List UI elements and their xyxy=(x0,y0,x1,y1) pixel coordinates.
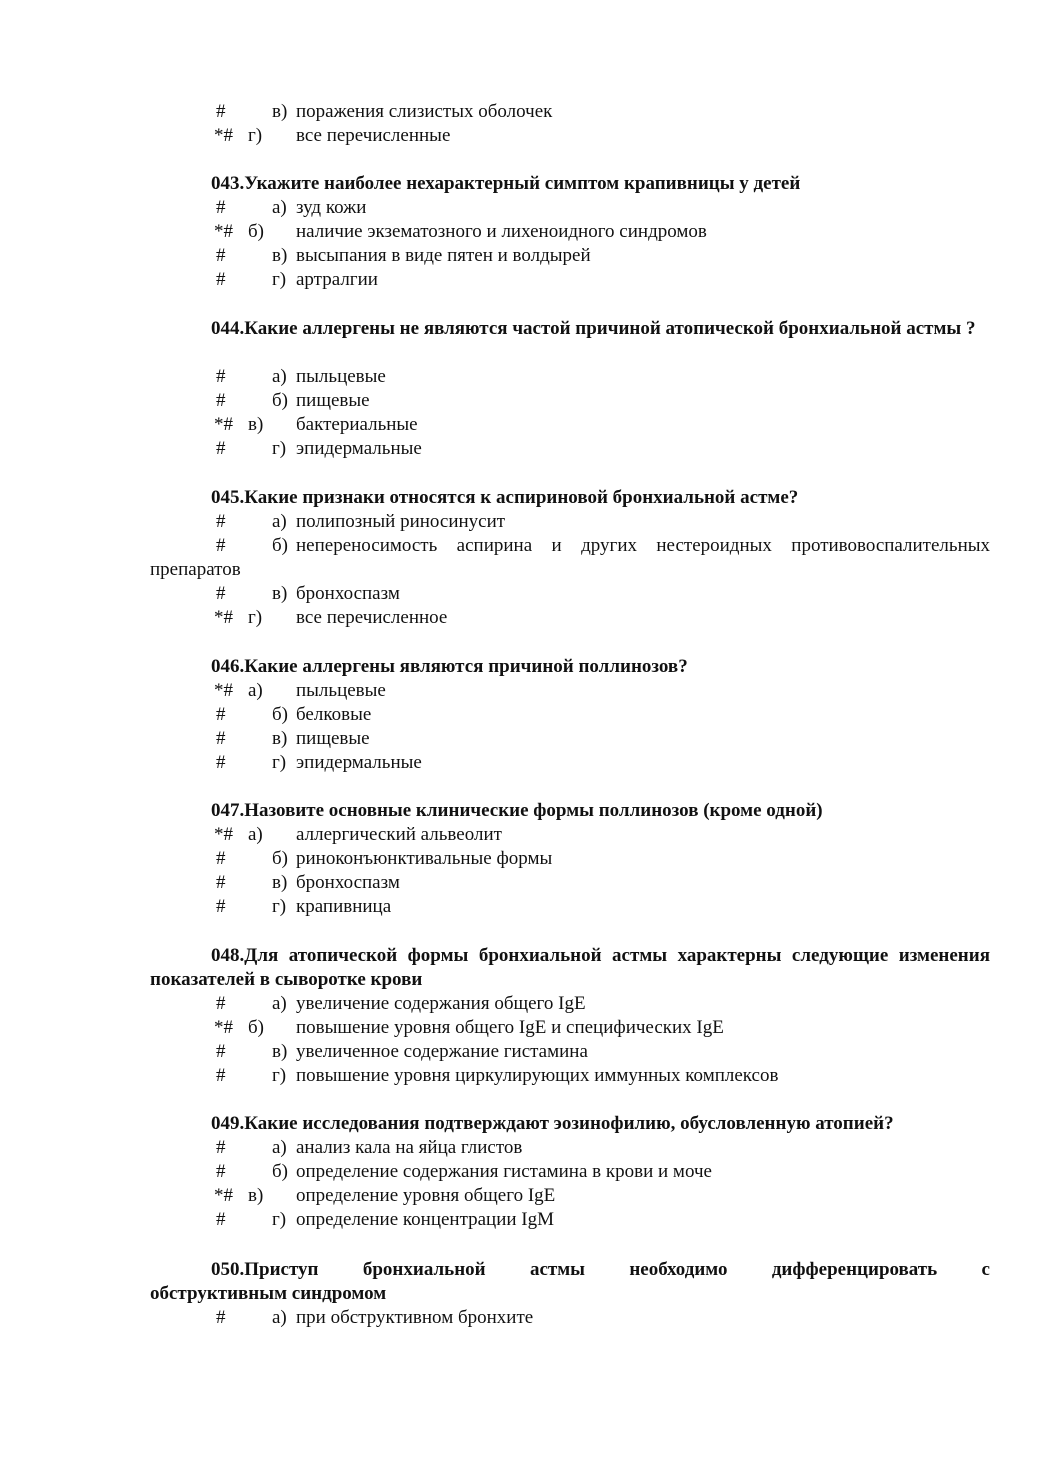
answer-text: увеличение содержания общего IgE xyxy=(296,993,586,1014)
answer-text: полипозный риносинусит xyxy=(296,511,506,532)
answer-marker: # xyxy=(216,896,226,917)
answer-marker: # xyxy=(216,752,226,773)
answer-letter: б) xyxy=(248,221,264,242)
answer-letter: б) xyxy=(272,535,288,556)
question-text: 043.Укажите наиболее нехарактерный симптом крапивницы у детей xyxy=(211,173,801,194)
question-word: 050.Приступ xyxy=(211,1259,319,1280)
question-text-line1 xyxy=(150,1258,990,1282)
answer-option xyxy=(214,534,990,558)
answer-letter: в) xyxy=(248,1185,264,1206)
answer-text: крапивница xyxy=(296,896,392,917)
question-text: 047.Назовите основные клинические формы поллинозов (кроме одной) xyxy=(211,800,823,821)
answer-letter: г) xyxy=(272,269,287,290)
answer-text: все перечисленные xyxy=(296,125,451,146)
answer-letter: а) xyxy=(272,1307,287,1328)
question-word: астмы xyxy=(529,1259,585,1280)
answer-marker: # xyxy=(216,993,226,1014)
answer-marker: *# xyxy=(214,125,233,146)
answer-marker: # xyxy=(216,872,226,893)
answer-text: увеличенное содержание гистамина xyxy=(296,1041,588,1062)
answer-marker: # xyxy=(216,101,226,122)
answer-text: повышение уровня циркулирующих иммунных комплексов xyxy=(296,1065,779,1086)
answer-text: бронхоспазм xyxy=(296,872,400,893)
question-text-line2: обструктивным синдромом xyxy=(150,1283,387,1304)
answer-text: бронхоспазм xyxy=(296,583,400,604)
answer-marker: # xyxy=(216,390,226,411)
answer-letter: в) xyxy=(272,245,288,266)
answer-letter: а) xyxy=(272,511,287,532)
answer-marker: # xyxy=(216,1209,226,1230)
answer-letter: г) xyxy=(272,752,287,773)
answer-letter: г) xyxy=(272,1209,287,1230)
answer-text: эпидермальные xyxy=(296,438,422,459)
answer-text: пыльцевые xyxy=(296,680,386,701)
answer-text: бактериальные xyxy=(296,414,418,435)
answer-letter: г) xyxy=(272,438,287,459)
answer-letter: а) xyxy=(248,680,263,701)
answer-marker: # xyxy=(216,583,226,604)
question-text: 049.Какие исследования подтверждают эозинофилию, обусловленную атопией? xyxy=(211,1113,894,1134)
answer-letter: в) xyxy=(272,1041,288,1062)
answer-text: определение содержания гистамина в крови и моче xyxy=(296,1161,712,1182)
answer-text: поражения слизистых оболочек xyxy=(296,101,553,122)
answer-marker: *# xyxy=(214,824,233,845)
answer-marker: # xyxy=(216,511,226,532)
answer-letter: а) xyxy=(272,993,287,1014)
answer-text: повышение уровня общего IgE и специфических IgE xyxy=(296,1017,724,1038)
question-text: 048.Для атопической формы бронхиальной астмы характерны следующие изменения показателей в сыворотке крови xyxy=(150,945,990,990)
answer-text: непереносимость аспирина и других нестероидных противовоспалительных xyxy=(296,535,990,556)
answer-marker: # xyxy=(216,366,226,387)
answer-marker: # xyxy=(216,535,226,556)
answer-text: все перечисленное xyxy=(296,607,448,628)
question-text: 045.Какие признаки относятся к аспириновой бронхиальной астме? xyxy=(211,487,799,508)
answer-marker: # xyxy=(216,1065,226,1086)
answer-letter: в) xyxy=(272,583,288,604)
question-word: бронхиальной xyxy=(362,1259,486,1280)
answer-letter: б) xyxy=(272,704,288,725)
answer-marker: *# xyxy=(214,680,233,701)
answer-marker: # xyxy=(216,438,226,459)
answer-letter: б) xyxy=(272,848,288,869)
question-word: необходимо xyxy=(629,1259,728,1280)
answer-text: аллергический альвеолит xyxy=(296,824,502,845)
answer-text: высыпания в виде пятен и волдырей xyxy=(296,245,591,266)
answer-text: белковые xyxy=(296,704,372,725)
answer-marker: # xyxy=(216,1041,226,1062)
answer-text: при обструктивном бронхите xyxy=(296,1307,534,1328)
question-text: 044.Какие аллергены не являются частой причиной атопической бронхиальной астмы ? xyxy=(211,318,976,339)
answer-marker: # xyxy=(216,848,226,869)
answer-marker: # xyxy=(216,1137,226,1158)
answer-text: определение концентрации IgM xyxy=(296,1209,555,1230)
answer-text: наличие экзематозного и лихеноидного синдромов xyxy=(296,221,707,242)
answer-letter: г) xyxy=(248,607,263,628)
answer-letter: а) xyxy=(272,1137,287,1158)
answer-letter: а) xyxy=(272,366,287,387)
answer-letter: а) xyxy=(272,197,287,218)
answer-marker: *# xyxy=(214,221,233,242)
answer-marker: *# xyxy=(214,1017,233,1038)
answer-marker: # xyxy=(216,728,226,749)
answer-letter: а) xyxy=(248,824,263,845)
answer-letter: в) xyxy=(248,414,264,435)
answer-marker: # xyxy=(216,1307,226,1328)
answer-marker: *# xyxy=(214,607,233,628)
answer-text: риноконъюнктивальные формы xyxy=(296,848,553,869)
answer-letter: в) xyxy=(272,872,288,893)
answer-letter: г) xyxy=(272,896,287,917)
answer-continuation: препаратов xyxy=(150,559,241,580)
question-word: дифференцировать xyxy=(771,1259,938,1280)
answer-text: пищевые xyxy=(296,390,370,411)
answer-marker: # xyxy=(216,269,226,290)
answer-marker: # xyxy=(216,197,226,218)
answer-text: определение уровня общего IgE xyxy=(296,1185,556,1206)
answer-text: пыльцевые xyxy=(296,366,386,387)
answer-letter: б) xyxy=(272,1161,288,1182)
answer-text: зуд кожи xyxy=(296,197,367,218)
answer-text: анализ кала на яйца глистов xyxy=(296,1137,523,1158)
answer-marker: # xyxy=(216,704,226,725)
answer-letter: б) xyxy=(248,1017,264,1038)
answer-letter: г) xyxy=(272,1065,287,1086)
answer-letter: в) xyxy=(272,728,288,749)
answer-marker: # xyxy=(216,245,226,266)
answer-letter: в) xyxy=(272,101,288,122)
answer-marker: *# xyxy=(214,414,233,435)
answer-text: артралгии xyxy=(296,269,378,290)
answer-marker: # xyxy=(216,1161,226,1182)
answer-marker: *# xyxy=(214,1185,233,1206)
answer-letter: б) xyxy=(272,390,288,411)
answer-text: эпидермальные xyxy=(296,752,422,773)
question-text: 046.Какие аллергены являются причиной поллинозов? xyxy=(211,656,688,677)
answer-letter: г) xyxy=(248,125,263,146)
answer-text: пищевые xyxy=(296,728,370,749)
question-word: с xyxy=(981,1259,990,1280)
